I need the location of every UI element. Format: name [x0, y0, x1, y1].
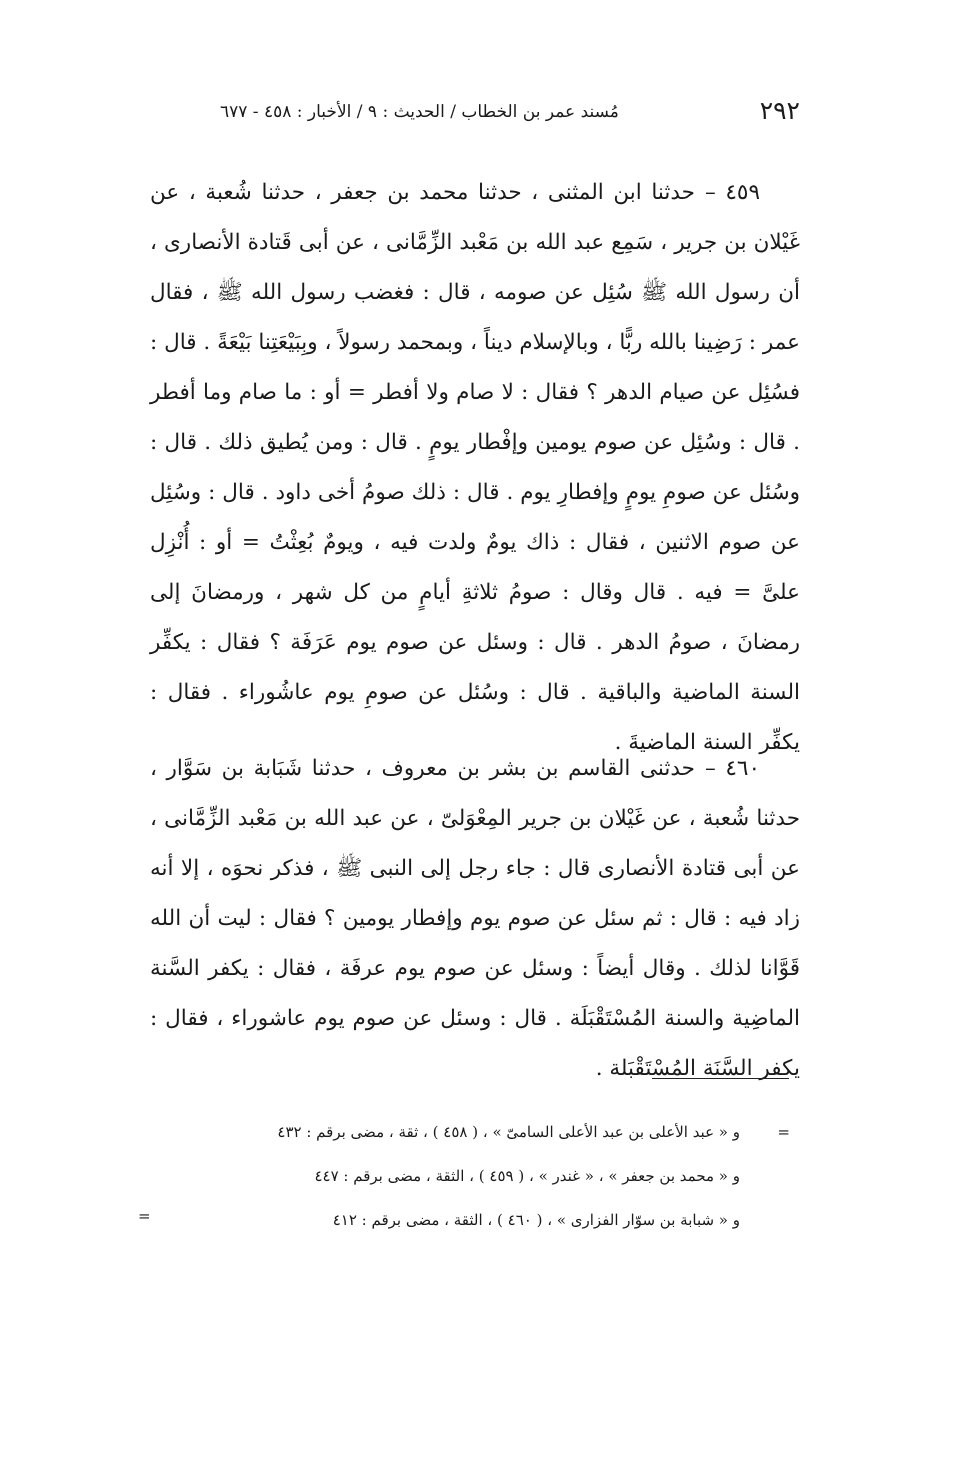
hadith-460	[150, 744, 800, 1094]
footnote-line	[180, 1154, 790, 1198]
footnote-text: و « عبد الأعلى بن عبد الأعلى السامىّ » ، ( ٤٥٨ ) ، ثقة ، مضى برقم : ٤٣٢	[277, 1123, 740, 1141]
hadith-text: حدثنى القاسم بن بشر بن معروف ، حدثنا شَبَابة بن سَوَّار ، حدثنا شُعبة ، عن غَيْلان بن جرير المِعْوَلىّ ، عن عبد الله بن مَعْبد الزِّمَّانى ، عن أبى قتادة الأنصارى قال : جاء رجل إلى النبى ﷺ ، فذكر نحوَه ، إلا أنه زاد فيه : قال : ثم سئل عن صوم يوم وإفطار يومين ؟ فقال : ليت أن الله قَوَّانا لذلك . وقال أيضاً : وسئل عن صوم يوم عرفَة ، فقال : يكفر السَّنة الماضِية والسنة المُسْتَقْبَلَة . قال : وسئل عن صوم يوم عاشوراء ، فقال : يكفر السَّنَة المُسْتَقْبَلة .	[150, 756, 800, 1081]
hadith-paragraph	[150, 168, 800, 768]
footnote-continuation-marker: =	[777, 1123, 790, 1141]
footnote-separator	[652, 1078, 789, 1079]
footnote-end-marker: =	[138, 1207, 151, 1225]
footnote-line	[180, 1198, 790, 1242]
hadith-459	[150, 168, 800, 768]
hadith-number: ٤٥٩ –	[704, 180, 760, 205]
footnote-line	[180, 1110, 790, 1154]
hadith-text: حدثنا ابن المثنى ، حدثنا محمد بن جعفر ، حدثنا شُعبة ، عن غَيْلان بن جرير ، سَمِع عبد الله بن مَعْبد الزِّمَّانى ، عن أبى قَتادة الأنصارى ، أن رسول الله ﷺ سُئِل عن صومه ، قال : فغضب رسول الله ﷺ ، فقال عمر : رَضِينا بالله ربًّا ، وبالإسلام ديناً ، وبمحمد رسولاً ، وبِبَيْعَتِنا بَيْعَةً . قال : فسُئِل عن صيام الدهر ؟ فقال : لا صام ولا أفطر = أو : ما صام وما أفطر . قال : وسُئِل عن صوم يومين وإفْطار يومٍ . قال : ومن يُطيق ذلك . قال : وسُئل عن صومِ يومٍ وإفطارِ يوم . قال : ذلك صومُ أخى داود . قال : وسُئِل عن صوم الاثنين ، فقال : ذاك يومٌ ولدت فيه ، ويومٌ بُعِثْتُ = أو : أُنْزِل علىَّ = فيه . قال وقال : صومُ ثلاثةِ أيامٍ من كل شهر ، ورمضانَ إلى رمضانَ ، صومُ الدهر . قال : وسئل عن صوم يوم عَرَفَة ؟ فقال : يكفِّر السنة الماضية والباقية . قال : وسُئل عن صومِ يوم عاشُوراء . فقال : يكفِّر السنة الماضيةَ .	[150, 180, 800, 755]
hadith-paragraph	[150, 744, 800, 1094]
page-header	[150, 96, 800, 136]
running-title: مُسند عمر بن الخطاب / الحديث : ٩ / الأخبار : ٤٥٨ - ٦٧٧	[220, 102, 619, 122]
page-number: ٢٩٢	[759, 96, 800, 125]
footnote-text: و « محمد بن جعفر » ، « غندر » ، ( ٤٥٩ ) ، الثقة ، مضى برقم : ٤٤٧	[314, 1167, 740, 1185]
footnote-text: و « شبابة بن سوّار الفزارى » ، ( ٤٦٠ ) ، الثقة ، مضى برقم : ٤١٢	[332, 1211, 740, 1229]
hadith-number: ٤٦٠ –	[704, 756, 761, 781]
footnotes	[180, 1110, 790, 1242]
